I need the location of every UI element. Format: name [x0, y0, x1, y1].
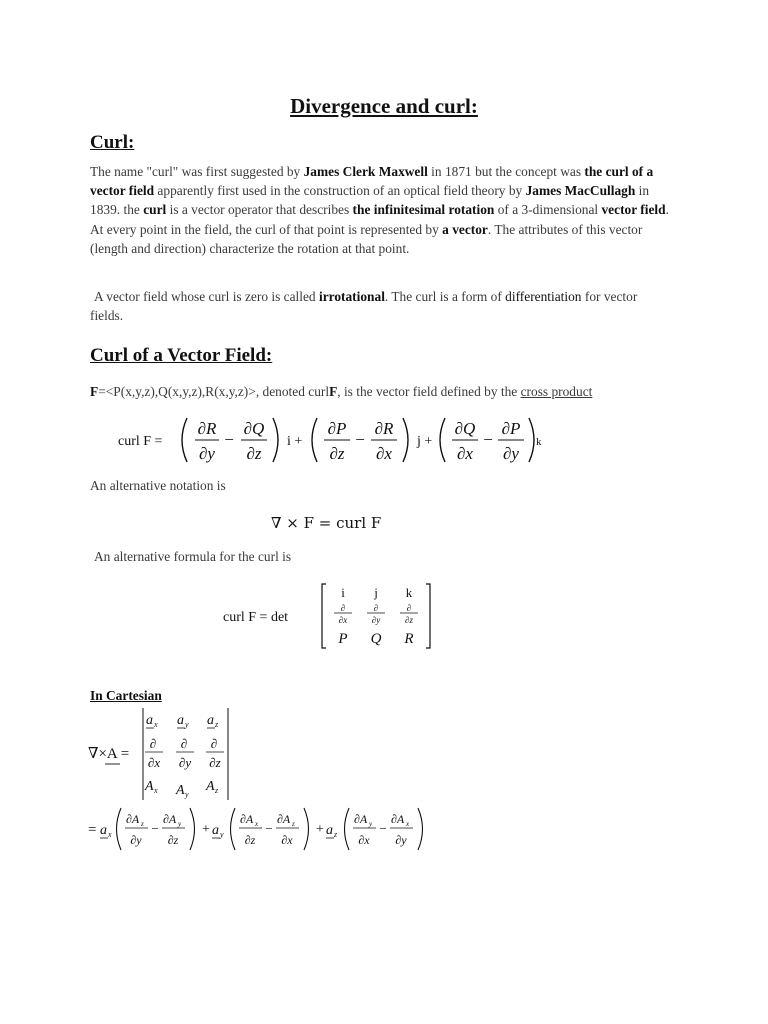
eq1-f6-den: ∂y — [503, 444, 519, 463]
svg-text:z: z — [215, 720, 219, 729]
cartesian-expansion-equation — [88, 802, 428, 856]
svg-text:−: − — [379, 821, 387, 836]
svg-text:y: y — [369, 820, 373, 828]
eq3-r3-c1: P — [338, 631, 348, 647]
eq1-f3-den: ∂z — [329, 444, 345, 463]
svg-text:∂A: ∂A — [277, 812, 291, 826]
eq1-f1-num: ∂R — [197, 419, 217, 438]
eq1-lhs: curl F = — [118, 434, 163, 449]
svg-text:+: + — [202, 822, 210, 837]
eq3-r3-c2: Q — [370, 631, 382, 647]
svg-text:−: − — [483, 430, 493, 449]
svg-text:∂: ∂ — [149, 736, 157, 751]
svg-text:+: + — [316, 822, 324, 837]
svg-text:x: x — [154, 786, 158, 795]
svg-text:a: a — [212, 823, 219, 838]
svg-text:∂A: ∂A — [163, 812, 177, 826]
svg-text:y: y — [178, 820, 182, 828]
svg-text:∂: ∂ — [180, 736, 188, 751]
eq1-unit-i: i + — [287, 434, 303, 449]
alt-formula-text: An alternative formula for the curl is — [94, 549, 292, 564]
eq3-r1-c2: j — [374, 585, 378, 600]
svg-text:z: z — [141, 820, 144, 828]
svg-text:∂A: ∂A — [126, 812, 140, 826]
svg-text:z: z — [292, 820, 295, 828]
svg-text:∂z: ∂z — [244, 833, 256, 847]
svg-text:∂: ∂ — [210, 736, 218, 751]
svg-text:∂x: ∂x — [338, 615, 348, 625]
svg-text:A: A — [206, 779, 215, 794]
svg-text:∂z: ∂z — [167, 833, 179, 847]
svg-text:∂y: ∂y — [395, 833, 407, 847]
svg-text:∂x: ∂x — [358, 833, 370, 847]
eq1-f4-num: ∂R — [374, 419, 394, 438]
svg-text:y: y — [185, 720, 189, 729]
svg-text:a: a — [100, 823, 107, 838]
eq4-lhs: ∇×A = — [88, 746, 130, 762]
svg-text:a: a — [326, 823, 333, 838]
svg-text:∂z: ∂z — [405, 615, 413, 625]
page-title: Divergence and curl: — [290, 94, 478, 118]
curl-vector-field-heading: Curl of a Vector Field: — [90, 345, 273, 366]
svg-text:x: x — [154, 720, 158, 729]
svg-text:z: z — [215, 786, 219, 795]
svg-text:∂: ∂ — [406, 603, 412, 613]
svg-text:∂y: ∂y — [178, 755, 192, 770]
svg-text:a: a — [207, 713, 214, 728]
svg-text:∂x: ∂x — [281, 833, 293, 847]
curl-heading: Curl: — [90, 132, 135, 153]
svg-text:∂y: ∂y — [371, 615, 381, 625]
eq3-lhs: curl F = det — [223, 610, 289, 625]
svg-text:∂: ∂ — [373, 603, 379, 613]
svg-text:x: x — [255, 820, 259, 828]
svg-text:a: a — [146, 713, 153, 728]
curl-formula-equation — [115, 412, 545, 468]
eq1-f5-den: ∂x — [457, 444, 473, 463]
svg-text:y: y — [185, 790, 189, 799]
definition-line: F=<P(x,y,z),Q(x,y,z),R(x,y,z)>, denoted curlF, is the vector field defined by the cross product — [90, 384, 593, 399]
svg-text:∂x: ∂x — [147, 755, 161, 770]
svg-text:∂z: ∂z — [209, 755, 221, 770]
irrotational-paragraph: A vector field whose curl is zero is called irrotational. The curl is a form of differentiation for vector fields. — [90, 289, 638, 324]
svg-text:A: A — [176, 783, 185, 798]
svg-text:∂: ∂ — [340, 603, 346, 613]
eq1-f3-num: ∂P — [327, 419, 347, 438]
eq3-r1-c1: i — [341, 585, 345, 600]
nabla-cross-equation: ∇ × F = curl F — [271, 514, 382, 532]
svg-text:∂A: ∂A — [240, 812, 254, 826]
svg-text:−: − — [224, 430, 234, 449]
eq1-f6-num: ∂P — [501, 419, 521, 438]
svg-text:A: A — [145, 779, 154, 794]
svg-text:y: y — [220, 830, 224, 839]
svg-text:−: − — [265, 821, 273, 836]
cartesian-determinant-equation — [88, 706, 248, 802]
curl-intro-paragraph: The name "curl" was first suggested by James Clerk Maxwell in 1871 but the concept was the curl of a vector field apparently first used in the construction of an optical field theory by James MacCullagh in 1839. the curl is a vector operator that describes the infinitesimal rotation of a 3-dimensional vector field. At every point in the field, the curl of that point is represented by a vector. The attributes of this vector (length and direction) characterize the rotation at that point. — [90, 164, 669, 256]
eq1-f1-den: ∂y — [199, 444, 215, 463]
svg-text:a: a — [177, 713, 184, 728]
eq1-f2-num: ∂Q — [243, 419, 265, 438]
svg-text:=: = — [88, 822, 97, 838]
alt-notation-text: An alternative notation is — [90, 478, 226, 493]
eq1-unit-j: j + — [417, 434, 433, 449]
svg-text:−: − — [151, 821, 159, 836]
svg-text:z: z — [334, 830, 338, 839]
cartesian-heading: In Cartesian — [90, 688, 162, 703]
eq1-f2-den: ∂z — [246, 444, 262, 463]
svg-text:∂A: ∂A — [391, 812, 405, 826]
curl-determinant-equation — [220, 580, 440, 652]
svg-text:x: x — [108, 830, 112, 839]
svg-text:∂y: ∂y — [130, 833, 142, 847]
eq3-r3-c3: R — [404, 631, 414, 647]
svg-text:−: − — [355, 430, 365, 449]
eq1-f5-num: ∂Q — [454, 419, 476, 438]
svg-text:∂A: ∂A — [354, 812, 368, 826]
eq1-unit-k: k — [536, 436, 542, 448]
eq1-f4-den: ∂x — [376, 444, 392, 463]
cross-product-link[interactable]: cross product — [520, 384, 593, 399]
svg-text:x: x — [406, 820, 410, 828]
eq3-r1-c3: k — [405, 585, 413, 600]
